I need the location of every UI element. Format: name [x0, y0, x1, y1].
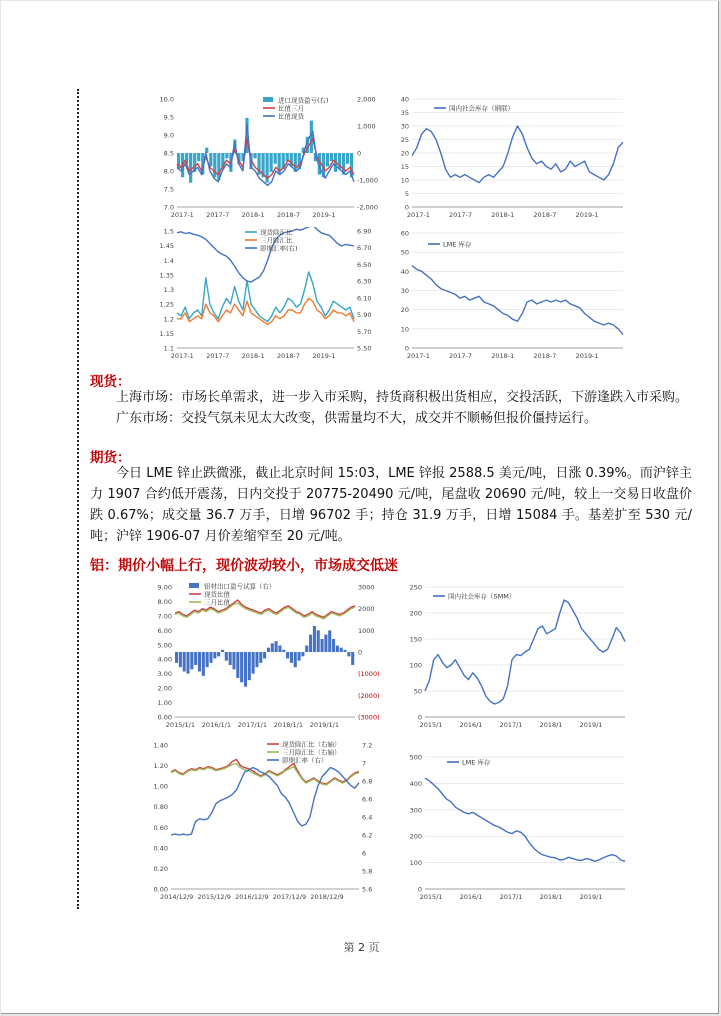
y-tick-label: 60 [400, 229, 409, 238]
x-tick-label: 2017-7 [449, 211, 473, 219]
y-tick-label: 0 [417, 885, 422, 894]
chart-zinc-domestic-stock [394, 93, 629, 223]
bar [267, 648, 270, 652]
y-tick-label: 1.35 [159, 271, 174, 280]
y-tick-label: 4.00 [157, 655, 172, 664]
x-tick-label: 2015/1 [419, 893, 443, 901]
x-tick-label: 2015/1/1 [165, 721, 196, 729]
bar [175, 652, 178, 663]
bar [186, 652, 189, 674]
y2-tick-label: -2,000 [357, 203, 378, 212]
y-tick-label: 15 [400, 163, 409, 171]
y-tick-label: 200 [409, 832, 422, 841]
x-tick-label: 2018-1 [491, 211, 515, 219]
x-tick-label: 2018-7 [276, 352, 301, 360]
x-tick-label: 2019-1 [575, 352, 599, 360]
page-number: 第 2 页 [343, 941, 380, 954]
bar [305, 646, 308, 653]
y2-tick-label: 6.10 [357, 294, 372, 303]
x-tick-label: 2018/1 [539, 721, 563, 729]
legend-label: 三月除汇比（右轴） [282, 748, 341, 757]
bar [275, 641, 278, 652]
margin-dotted-rule [77, 89, 79, 909]
bar [205, 148, 208, 153]
y-tick-label: 7.0 [163, 203, 174, 212]
y2-tick-label: 5.50 [357, 344, 372, 353]
x-tick-label: 2018-7 [533, 211, 557, 219]
legend-label: 比值三月 [278, 104, 304, 113]
chart-zinc-import-ratio [151, 93, 386, 223]
y-tick-label: 5 [404, 190, 409, 198]
legend-label: 即期汇率（右） [282, 756, 328, 765]
bar [298, 652, 301, 661]
legend-label: 进口现货盈亏(右) [278, 96, 329, 105]
y-tick-label: 0 [417, 713, 422, 722]
y2-tick-label: 6 [362, 849, 367, 858]
y-tick-label: 7.00 [157, 612, 172, 621]
legend-swatch [263, 97, 273, 102]
series-line [175, 600, 355, 617]
y-tick-label: 1.15 [159, 329, 174, 338]
bar [189, 153, 192, 183]
x-tick-label: 2019/1 [579, 893, 603, 901]
legend-label: 即期汇率(右) [260, 244, 298, 253]
y-tick-label: 30 [400, 122, 409, 131]
bar [253, 153, 256, 158]
bar [340, 648, 343, 652]
x-tick-label: 2018-7 [276, 211, 301, 219]
y-tick-label: 50 [400, 248, 409, 257]
chart-zinc-lme-stock [394, 227, 629, 364]
y-tick-label: 150 [409, 635, 422, 644]
y-tick-label: 1.20 [153, 762, 168, 771]
y2-tick-label: 5.8 [362, 867, 373, 876]
bar [301, 652, 304, 656]
x-tick-label: 2019-1 [312, 352, 336, 360]
y2-tick-label: 2000 [358, 605, 375, 614]
bar [232, 652, 235, 669]
bar [321, 639, 324, 652]
x-tick-label: 2017/1 [499, 721, 523, 729]
y2-tick-label: 3000 [358, 583, 375, 592]
y-tick-label: 9.0 [163, 131, 174, 140]
y2-tick-label: 7 [362, 759, 367, 768]
bar [332, 639, 335, 652]
bar [326, 153, 329, 167]
bar [346, 153, 349, 164]
legend-label: LME 库存 [443, 240, 472, 249]
x-tick-label: 2018-1 [491, 352, 515, 360]
y2-tick-label: 5.90 [357, 311, 372, 320]
x-tick-label: 2016/12/9 [235, 893, 269, 901]
bar [313, 626, 316, 652]
y-tick-label: 0 [404, 344, 409, 353]
bar [209, 652, 212, 663]
series-line [425, 778, 625, 861]
y-tick-label: 25 [400, 136, 409, 144]
y-tick-label: 10 [400, 325, 409, 334]
y2-tick-label: 6.2 [362, 831, 373, 840]
y2-tick-label: 6.6 [362, 795, 373, 804]
bar [244, 652, 247, 687]
x-tick-label: 2014/12/9 [159, 893, 194, 901]
y-tick-label: 1.2 [163, 315, 174, 324]
bar [202, 652, 205, 676]
y-tick-label: 40 [400, 267, 409, 276]
series-line [412, 126, 623, 183]
x-tick-label: 2017-1 [406, 352, 430, 360]
bar [317, 630, 320, 652]
legend-label: 铝材出口盈亏试算（右） [204, 582, 276, 591]
y-tick-label: 7.5 [163, 185, 174, 194]
y2-tick-label: 2,000 [357, 95, 376, 104]
legend-swatch [189, 583, 199, 588]
y-tick-label: 30 [400, 287, 409, 295]
y-tick-label: 5.00 [157, 641, 172, 650]
y-tick-label: 10.0 [159, 95, 174, 104]
bar [252, 652, 255, 674]
y-tick-label: 20 [400, 149, 409, 158]
bar [271, 643, 274, 652]
x-tick-label: 2018/1/1 [273, 721, 304, 729]
bar [351, 652, 354, 665]
x-tick-label: 2015/1 [419, 721, 443, 729]
bar [229, 652, 232, 665]
bar [240, 652, 243, 682]
x-tick-label: 2017/12/9 [272, 893, 307, 901]
y2-tick-label: 1,000 [357, 122, 376, 131]
y-tick-label: 8.5 [163, 149, 174, 158]
bar [206, 652, 209, 667]
y2-tick-label: -1,000 [357, 176, 378, 185]
x-tick-label: 2018-1 [241, 211, 265, 219]
y-tick-label: 8.00 [157, 597, 172, 606]
aluminium-section-heading: 铝：期价小幅上行，现价波动较小，市场成交低迷 [90, 558, 398, 574]
y2-tick-label: (2000) [358, 691, 380, 700]
x-tick-label: 2017-7 [206, 211, 230, 219]
legend-label: 国内社会库存（SMM） [448, 592, 516, 601]
y-tick-label: 0.40 [153, 844, 168, 853]
al_import-svg [139, 581, 389, 733]
y2-tick-label: 7.2 [362, 741, 373, 750]
y-tick-label: 100 [409, 661, 422, 670]
x-tick-label: 2017-7 [449, 352, 473, 360]
series-line [412, 266, 623, 335]
y-tick-label: 0 [404, 203, 409, 212]
y-tick-label: 8.0 [163, 167, 174, 176]
y2-tick-label: 0 [357, 149, 362, 158]
futures-paragraph [90, 463, 692, 547]
y-tick-label: 100 [409, 859, 422, 868]
bar [347, 652, 350, 656]
series-line [171, 759, 359, 784]
y-tick-label: 1.4 [163, 256, 174, 265]
series-line [425, 600, 625, 704]
bar [294, 652, 297, 667]
x-tick-label: 2017-1 [170, 352, 194, 360]
y-tick-label: 250 [409, 583, 422, 592]
bar [330, 153, 333, 161]
y-tick-label: 0.20 [153, 864, 168, 873]
bar [225, 153, 228, 158]
bar [190, 652, 193, 669]
zinc_domestic_stock-svg [394, 93, 629, 223]
y-tick-label: 400 [409, 779, 422, 788]
y-tick-label: 500 [409, 753, 422, 762]
x-tick-label: 2018/1 [539, 893, 563, 901]
x-tick-label: 2017-1 [170, 211, 194, 219]
x-tick-label: 2017-7 [206, 352, 230, 360]
bar [274, 153, 277, 164]
y2-tick-label: (3000) [358, 713, 380, 722]
bar [278, 646, 281, 653]
chart-al-lme-stock [401, 751, 631, 905]
bar [197, 153, 200, 161]
y2-tick-label: 1000 [358, 626, 375, 635]
x-tick-label: 2019-1 [575, 211, 599, 219]
al_exchange_rate-svg [139, 739, 389, 905]
zinc_lme_stock-svg [394, 227, 629, 364]
x-tick-label: 2018-1 [241, 352, 265, 360]
y-tick-label: 0.80 [153, 803, 168, 812]
y-tick-label: 20 [400, 306, 409, 315]
legend-label: 现货除汇比（右轴） [282, 740, 341, 749]
zinc_exchange_rate-svg [151, 227, 386, 364]
zinc_import-svg [151, 93, 386, 223]
bar [194, 652, 197, 665]
legend-label: 现货比值 [204, 590, 230, 599]
bar [183, 652, 186, 672]
series-line [171, 768, 359, 836]
bar [255, 652, 258, 667]
y-tick-label: 200 [409, 609, 422, 618]
y2-tick-label: 0 [358, 648, 363, 657]
bar [259, 652, 262, 663]
x-tick-label: 2019-1 [312, 211, 336, 219]
bar [179, 652, 182, 667]
al_domestic_stock-svg [401, 581, 631, 733]
y-tick-label: 40 [400, 95, 409, 104]
y-tick-label: 1.1 [163, 344, 174, 353]
y-tick-label: 50 [413, 687, 422, 696]
x-tick-label: 2016/1 [459, 893, 483, 901]
bar [225, 652, 228, 661]
document-page [1, 1, 719, 1014]
bar [248, 652, 251, 680]
x-tick-label: 2018-7 [533, 352, 557, 360]
chart-al-exchange-ratio [139, 739, 389, 905]
y-tick-label: 2.00 [157, 684, 172, 693]
x-tick-label: 2017-1 [406, 211, 430, 219]
al_lme_stock-svg [401, 751, 631, 905]
legend-label: 国内社会库存（钢联） [449, 104, 514, 113]
y-tick-label: 10 [400, 176, 409, 185]
bar [209, 153, 212, 167]
legend-label: 比值现货 [278, 112, 304, 121]
spot-paragraphs [90, 387, 692, 429]
bar [236, 652, 239, 678]
y2-tick-label: 5.70 [357, 327, 372, 336]
y-tick-label: 1.00 [157, 699, 172, 708]
bar [309, 635, 312, 652]
x-tick-label: 2015/12/9 [197, 893, 231, 901]
chart-al-export-ratio [139, 581, 389, 733]
y2-tick-label: 6.90 [357, 227, 372, 236]
y-tick-label: 6.00 [157, 626, 172, 635]
spot-label: 现货： [90, 374, 131, 390]
y-tick-label: 9.00 [157, 583, 172, 592]
bar [270, 153, 273, 172]
x-tick-label: 2018/12/9 [310, 893, 344, 901]
y2-tick-label: 6.30 [357, 277, 372, 286]
y2-tick-label: (1000) [358, 670, 380, 679]
futures-label: 期货： [90, 450, 131, 466]
x-tick-label: 2017/1 [499, 893, 523, 901]
x-tick-label: 2016/1 [459, 721, 483, 729]
legend-label: LME 库存 [462, 758, 491, 767]
bar [217, 652, 220, 656]
y-tick-label: 35 [400, 109, 409, 117]
legend-label: 三月除汇比 [260, 236, 293, 245]
y-tick-label: 3.00 [157, 670, 172, 679]
chart-zinc-exchange-ratio [151, 227, 386, 364]
bar [328, 630, 331, 652]
spot-guangdong-paragraph: 广东市场：交投气氛未见太大改变，供需量均不大，成交并不顺畅但报价僵持运行。 [116, 411, 598, 426]
y-tick-label: 0.60 [153, 823, 168, 832]
futures-text: 今日 LME 锌止跌微涨，截止北京时间 15:03，LME 锌报 2588.5 美元/吨，日涨 0.39%。而沪锌主力 1907 合约低开震荡，日内交投于 20775-20490 元/吨，尾盘收 20690 元/吨，较上一交易日收盘价跌 0.67%；成交量 36.7 万手，日增 96702 手；持仓 31.9 万手，日增 15084 手。基差扩至 530 元/吨；沪锌 1906-07 月价差缩窄至 20 元/吨。 [90, 466, 692, 544]
y2-tick-label: 6.4 [362, 813, 373, 822]
y2-tick-label: 5.6 [362, 885, 373, 894]
y-tick-label: 1.3 [163, 286, 174, 294]
y-tick-label: 0.00 [153, 885, 168, 894]
y-tick-label: 1.25 [159, 300, 174, 309]
bar [282, 650, 285, 652]
bar [344, 650, 347, 652]
chart-al-domestic-stock [401, 581, 631, 733]
x-tick-label: 2017/1/1 [237, 721, 268, 729]
bar [221, 650, 224, 652]
y2-tick-label: 6.8 [362, 777, 373, 786]
bar [198, 652, 201, 672]
y-tick-label: 9.5 [163, 113, 174, 122]
y-tick-label: 0.00 [157, 713, 172, 722]
bar [213, 652, 216, 659]
bar [263, 652, 266, 659]
bar [213, 153, 216, 177]
legend-label: 三月比值 [204, 598, 230, 607]
y2-tick-label: 6.50 [357, 260, 372, 269]
y2-tick-label: 6.70 [357, 244, 372, 253]
bar [324, 635, 327, 652]
legend-label: 现货除汇比 [260, 228, 293, 237]
x-tick-label: 2016/1/1 [201, 721, 232, 729]
y-tick-label: 1.40 [153, 741, 168, 750]
y-tick-label: 300 [409, 806, 422, 815]
bar [290, 652, 293, 663]
spot-shanghai-paragraph: 上海市场：市场长单需求，进一步入市采购，持货商积极出货相应，交投活跃，下游逢跌入市采购。 [116, 390, 689, 405]
x-tick-label: 2019/1 [579, 721, 603, 729]
y-tick-label: 1.00 [153, 782, 168, 791]
x-tick-label: 2019/1/1 [309, 721, 340, 729]
y-tick-label: 1.5 [163, 227, 174, 236]
y-tick-label: 1.45 [159, 242, 174, 251]
bar [286, 652, 289, 659]
bar [336, 646, 339, 653]
